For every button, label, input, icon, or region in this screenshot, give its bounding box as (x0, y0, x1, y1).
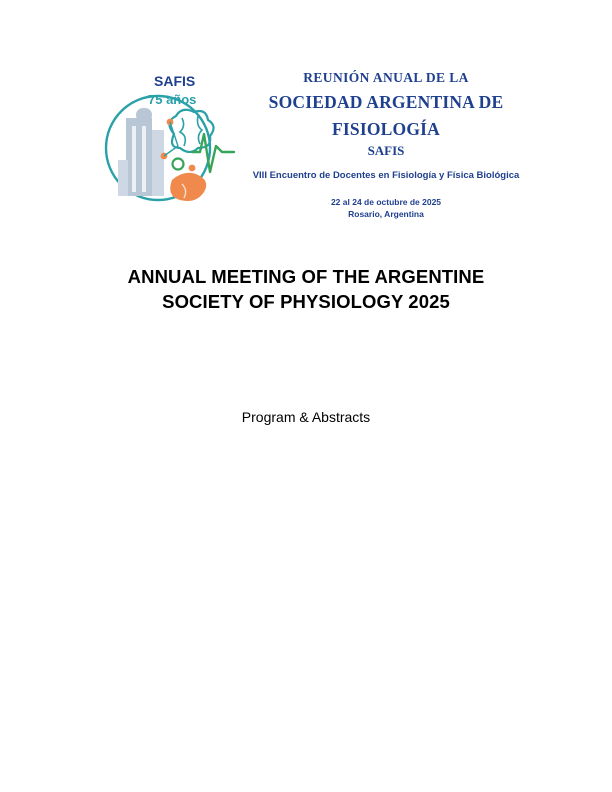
svg-text:75 años: 75 años (148, 92, 197, 107)
svg-text:SAFIS: SAFIS (154, 73, 196, 89)
header-title-line-3: FISIOLOGÍA (332, 118, 440, 139)
page-title (66, 265, 546, 315)
safis-logo-graphic (96, 56, 236, 236)
safis-logo (96, 56, 236, 236)
header-text-block (236, 56, 536, 221)
header-acronym: SAFIS (367, 143, 405, 159)
header-title-line-2: SOCIEDAD ARGENTINA DE (268, 91, 504, 112)
page-title-line-1: ANNUAL MEETING OF THE ARGENTINE (127, 266, 485, 287)
page-title-line-2: SOCIETY OF PHYSIOLOGY 2025 (162, 290, 450, 312)
page-subtitle: Program & Abstracts (241, 409, 371, 425)
conference-header (96, 56, 536, 236)
header-meeting-line: VIII Encuentro de Docentes en Fisiología y Física Biológica (252, 170, 520, 182)
header-title-line-1: REUNIÓN ANUAL DE LA (303, 70, 469, 85)
header-dates: 22 al 24 de octubre de 2025 (330, 196, 442, 207)
header-location: Rosario, Argentina (348, 209, 424, 220)
